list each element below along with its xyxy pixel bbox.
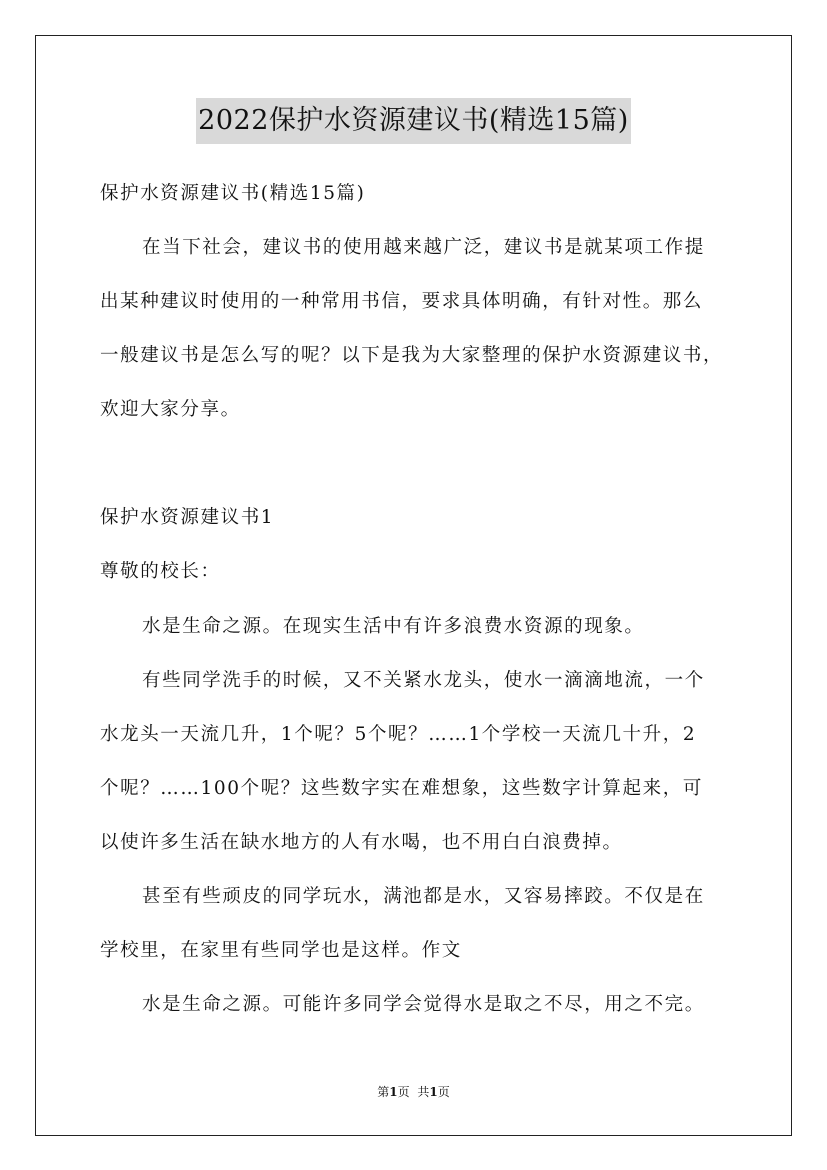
- body-line-8: 水是生命之源。可能许多同学会觉得水是取之不尽，用之不完。: [142, 994, 705, 1015]
- footer-page-prefix: 第: [377, 1085, 390, 1099]
- body-line-5: 以使许多生活在缺水地方的人有水喝，也不用白白浪费掉。: [100, 832, 623, 853]
- body-line-7: 学校里，在家里有些同学也是这样。作文: [100, 940, 462, 961]
- footer-page-number: 1: [389, 1085, 398, 1099]
- page-footer: [0, 1083, 827, 1101]
- footer-total-number: 1: [429, 1085, 438, 1099]
- section-heading: 保护水资源建议书1: [100, 507, 275, 528]
- body-line-3: 水龙头一天流几升，1个呢？5个呢？……1个学校一天流几十升，2: [100, 724, 697, 745]
- body-line-2: 有些同学洗手的时候，又不关紧水龙头，使水一滴滴地流，一个: [142, 670, 705, 691]
- subtitle: 保护水资源建议书(精选15篇): [100, 183, 366, 204]
- footer-total-prefix: 共: [417, 1085, 430, 1099]
- intro-line-1: 在当下社会，建议书的使用越来越广泛，建议书是就某项工作提: [142, 237, 705, 258]
- body-line-1: 水是生命之源。在现实生活中有许多浪费水资源的现象。: [142, 616, 645, 637]
- footer-page-suffix: 页: [397, 1085, 410, 1099]
- body-line-4: 个呢？……100个呢？这些数字实在难想象，这些数字计算起来，可: [100, 778, 703, 799]
- intro-line-3: 一般建议书是怎么写的呢？以下是我为大家整理的保护水资源建议书，: [100, 345, 724, 366]
- body-line-6: 甚至有些顽皮的同学玩水，满池都是水，又容易摔跤。不仅是在: [142, 886, 705, 907]
- title-container: [0, 98, 827, 144]
- intro-line-4: 欢迎大家分享。: [100, 399, 241, 420]
- intro-line-2: 出某种建议时使用的一种常用书信，要求具体明确，有针对性。那么: [100, 291, 704, 312]
- salutation: 尊敬的校长：: [100, 561, 221, 582]
- footer-total-suffix: 页: [437, 1085, 450, 1099]
- document-title: 2022保护水资源建议书(精选15篇): [196, 98, 631, 144]
